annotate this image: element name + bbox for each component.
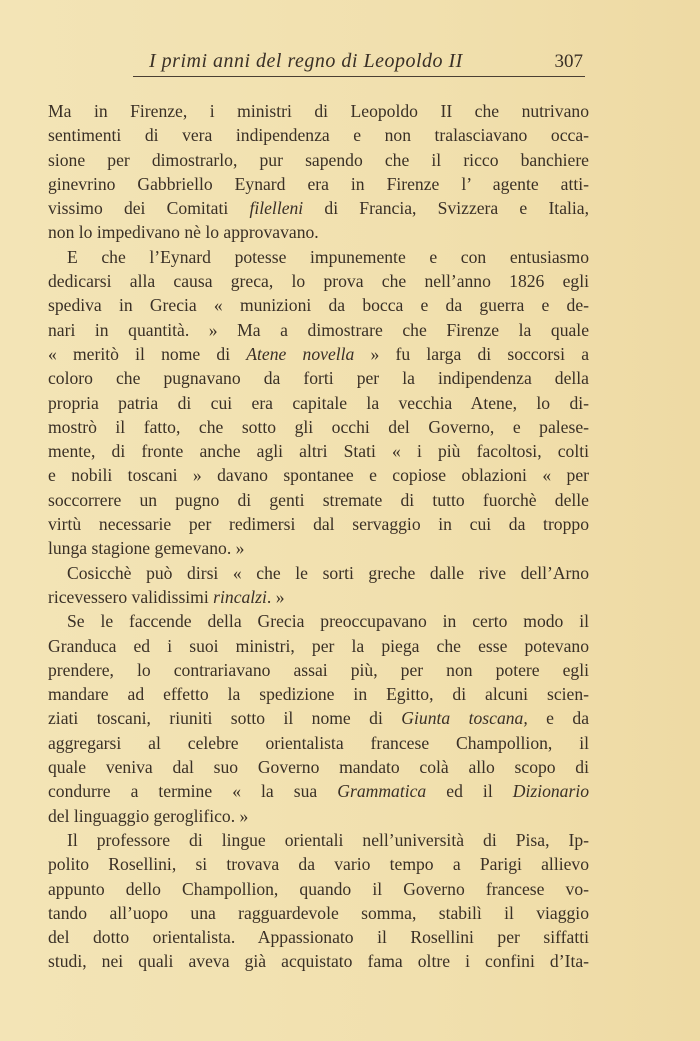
- text-line: soccorrere un pugno di genti stremate di tutto fuorchè delle: [48, 489, 589, 510]
- text-line: dedicarsi alla causa greca, lo prova che nell’anno 1826 egli: [48, 271, 589, 292]
- text-line: polito Rosellini, si trovava da vario tempo a Parigi allievo: [48, 854, 589, 875]
- text-line: mente, di fronte anche agli altri Stati « i più facoltosi, colti: [48, 441, 589, 462]
- italic-term: filelleni: [249, 198, 304, 219]
- text-line: tando all’uopo una ragguardevole somma, stabilì il viaggio: [48, 902, 589, 923]
- text-line: quale veniva dal suo Governo mandato colà allo scopo di: [48, 757, 589, 778]
- text-line: studi, nei quali aveva già acquistato fama oltre i confini d’Ita-: [48, 951, 589, 972]
- italic-term: Atene novella: [246, 343, 355, 364]
- text-line: ginevrino Gabbriello Eynard era in Firenze l’ agente atti-: [48, 173, 589, 194]
- body-text: [48, 99, 589, 974]
- text-line: aggregarsi al celebre orientalista francese Champollion, il: [48, 732, 589, 753]
- italic-term: rincalzi: [213, 586, 267, 607]
- text-line: sentimenti di vera indipendenza e non tralasciavano occa-: [48, 125, 589, 146]
- text-line: ziati toscani, riuniti sotto il nome di Giunta toscana, e da: [48, 708, 590, 729]
- text-line: mostrò il fatto, che sotto gli occhi del Governo, e palese-: [48, 416, 589, 437]
- text-line: non lo impedivano nè lo approvavano.: [48, 222, 319, 243]
- text-line: condurre a termine « la sua Grammatica ed il Dizionario: [48, 781, 590, 802]
- text-line: lunga stagione gemevano. »: [48, 538, 245, 559]
- text-line: mandare ad effetto la spedizione in Egitto, di alcuni scien-: [48, 684, 589, 705]
- text-line: del dotto orientalista. Appassionato il Rosellini per siffatti: [48, 927, 589, 948]
- text-line: prendere, lo contrariavano assai più, per non potere egli: [48, 659, 589, 680]
- text-line: appunto dello Champollion, quando il Governo francese vo-: [48, 878, 589, 899]
- text-line: Ma in Firenze, i ministri di Leopoldo II che nutrivano: [48, 101, 589, 121]
- italic-term: Grammatica: [337, 781, 427, 802]
- paragraph-first-line: Il professore di lingue orientali nell’università di Pisa, Ip-: [67, 829, 589, 850]
- text-line: e nobili toscani » davano spontanee e copiose oblazioni « per: [48, 465, 589, 486]
- text-line: virtù necessarie per redimersi dal servaggio in cui da troppo: [48, 514, 589, 535]
- paragraph-first-line: E che l’Eynard potesse impunemente e con entusiasmo: [67, 246, 589, 267]
- text-line: spediva in Grecia « munizioni da bocca e da guerra e de-: [48, 295, 589, 316]
- italic-term: Giunta toscana,: [401, 708, 528, 729]
- text-line: Granduca ed i suoi ministri, per la piega che esse potevano: [48, 635, 589, 656]
- text-line: vissimo dei Comitati filelleni di Francia, Svizzera e Italia,: [48, 198, 589, 219]
- page-header: [133, 48, 585, 77]
- text-line: coloro che pugnavano da forti per la indipendenza della: [48, 368, 589, 389]
- text-line: del linguaggio geroglifico. »: [48, 805, 249, 826]
- running-title: I primi anni del regno di Leopoldo II: [149, 50, 463, 72]
- italic-term: Dizionario: [512, 781, 590, 802]
- text-line: nari in quantità. » Ma a dimostrare che Firenze la quale: [48, 319, 589, 340]
- paragraph-first-line: Cosicchè può dirsi « che le sorti greche dalle rive dell’Arno: [67, 562, 589, 583]
- text-line: propria patria di cui era capitale la vecchia Atene, lo di-: [48, 392, 589, 413]
- paragraph-first-line: Se le faccende della Grecia preoccupavano in certo modo il: [67, 611, 589, 632]
- text-line: sione per dimostrarlo, pur sapendo che il ricco banchiere: [48, 149, 589, 170]
- page-number: 307: [554, 51, 583, 72]
- text-line: « meritò il nome di Atene novella » fu larga di soccorsi a: [48, 343, 590, 364]
- text-line: ricevessero validissimi rincalzi. »: [48, 586, 285, 607]
